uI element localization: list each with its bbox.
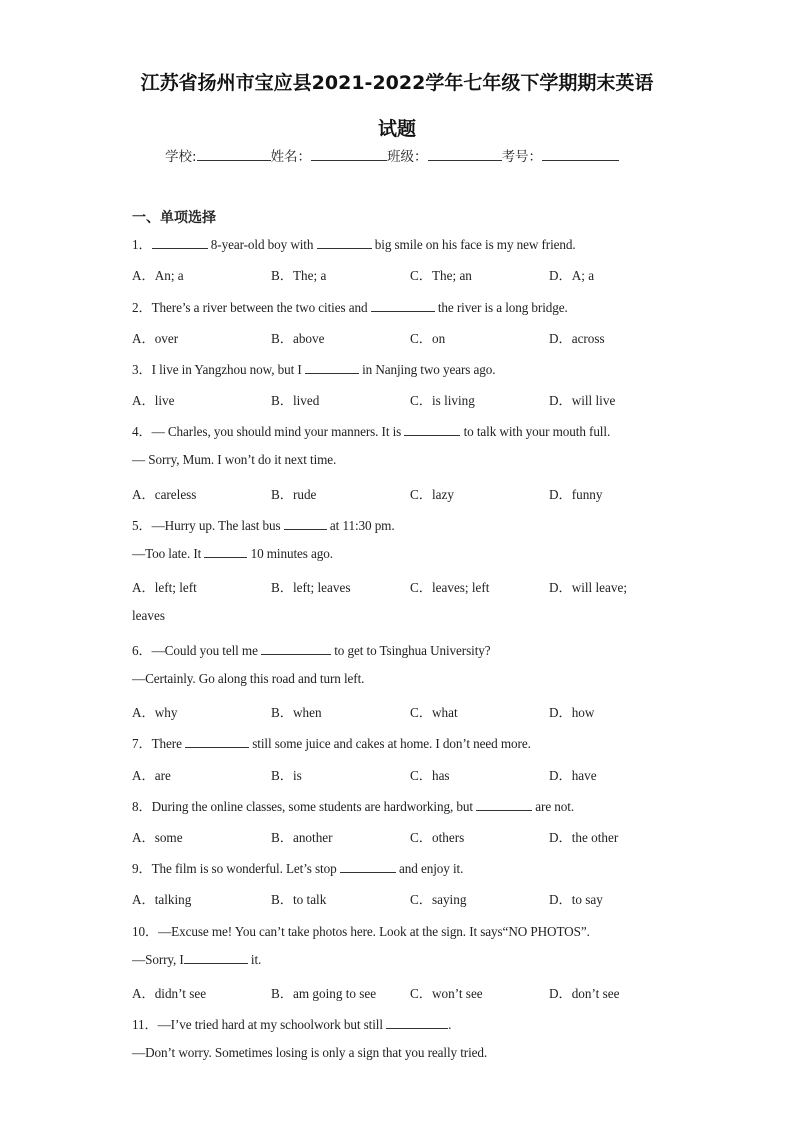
question-text: 8-year-old boy with [207, 237, 317, 252]
question-11 [132, 1014, 451, 1033]
question-11-dialog: —Don’t worry. Sometimes losing is only a sign that you really tried. [132, 1045, 488, 1060]
question-10: 10．—Excuse me! You can’t take photos here. Look at the sign. It says“NO PHOTOS”. [132, 924, 590, 939]
question-6 [132, 640, 491, 659]
option-d[interactable]: D．funny [549, 487, 603, 502]
question-text: still some juice and cakes at home. I don’t need more. [249, 736, 531, 751]
option-d[interactable]: D．don’t see [549, 986, 620, 1001]
option-b[interactable]: B．left; leaves [271, 580, 351, 595]
option-a[interactable]: A．talking [132, 892, 192, 907]
answer-blank[interactable] [476, 799, 532, 811]
question-text: 5．—Hurry up. The last bus [132, 518, 284, 533]
option-a[interactable]: A．over [132, 331, 179, 346]
option-c[interactable]: C．The; an [410, 268, 472, 283]
question-text: 3．I live in Yangzhou now, but I [132, 362, 305, 377]
student-info-row [165, 145, 619, 165]
option-d[interactable]: D．A; a [549, 268, 595, 283]
option-b[interactable]: B．to talk [271, 892, 327, 907]
question-number: 1． [132, 237, 152, 252]
option-c[interactable]: C．what [410, 705, 458, 720]
question-5-dialog [132, 546, 333, 562]
answer-blank[interactable] [261, 643, 331, 655]
question-text: 11．—I’ve tried hard at my schoolwork but still [132, 1017, 387, 1032]
option-a[interactable]: A．didn’t see [132, 986, 207, 1001]
option-d[interactable]: D．will live [549, 393, 616, 408]
question-text: 8．During the online classes, some students are hardworking, but [132, 799, 477, 814]
question-text: 9．The film is so wonderful. Let’s stop [132, 861, 340, 876]
answer-blank[interactable] [152, 237, 208, 249]
question-text: and enjoy it. [395, 861, 464, 876]
answer-blank[interactable] [404, 424, 460, 436]
question-8 [132, 796, 574, 815]
answer-blank[interactable] [305, 362, 359, 374]
question-text: to get to Tsinghua University? [331, 643, 491, 658]
question-text: are not. [532, 799, 575, 814]
question-1 [132, 234, 576, 253]
option-d[interactable]: D．how [549, 705, 595, 720]
option-a[interactable]: A．careless [132, 487, 197, 502]
answer-blank[interactable] [317, 237, 372, 249]
answer-blank[interactable] [284, 518, 327, 530]
exam-title-line2: 试题 [377, 118, 416, 140]
answer-blank[interactable] [204, 546, 247, 558]
question-text: the river is a long bridge. [434, 300, 568, 315]
option-a[interactable]: A．An; a [132, 268, 184, 283]
option-c[interactable]: C．has [410, 768, 450, 783]
question-4-dialog: — Sorry, Mum. I won’t do it next time. [132, 452, 337, 467]
question-4 [132, 421, 610, 440]
class-blank[interactable] [428, 148, 502, 161]
option-b[interactable]: B．rude [271, 487, 317, 502]
section-title: 一、单项选择 [132, 210, 216, 226]
number-label: 考号： [501, 149, 543, 165]
option-b[interactable]: B．when [271, 705, 322, 720]
option-d[interactable]: D．have [549, 768, 597, 783]
option-b[interactable]: B．is [271, 768, 302, 783]
question-text: . [448, 1017, 452, 1032]
question-text: at 11:30 pm. [326, 518, 395, 533]
answer-blank[interactable] [386, 1017, 448, 1029]
option-d-continued: leaves [132, 608, 165, 623]
question-text: 10 minutes ago. [247, 546, 333, 561]
question-10-dialog [132, 952, 261, 968]
question-text: 7．There [132, 736, 186, 751]
name-label: 姓名： [270, 149, 312, 165]
question-text: in Nanjing two years ago. [358, 362, 496, 377]
option-a[interactable]: A．some [132, 830, 183, 845]
class-label: 班级： [387, 149, 428, 165]
option-b[interactable]: B．lived [271, 393, 320, 408]
question-6-dialog: —Certainly. Go along this road and turn left. [132, 671, 365, 686]
option-c[interactable]: C．saying [410, 892, 467, 907]
school-blank[interactable] [197, 148, 271, 161]
option-c[interactable]: C．won’t see [410, 986, 483, 1001]
option-a[interactable]: A．why [132, 705, 178, 720]
option-c[interactable]: C．is living [410, 393, 475, 408]
option-b[interactable]: B．am going to see [271, 986, 377, 1001]
answer-blank[interactable] [184, 952, 248, 964]
option-b[interactable]: B．The; a [271, 268, 327, 283]
question-text: to talk with your mouth full. [460, 424, 611, 439]
option-b[interactable]: B．above [271, 331, 325, 346]
answer-blank[interactable] [340, 861, 396, 873]
option-c[interactable]: C．others [410, 830, 465, 845]
answer-blank[interactable] [371, 300, 435, 312]
question-text: 4．— Charles, you should mind your manners. It is [132, 424, 405, 439]
option-d[interactable]: D．will leave; [549, 580, 628, 595]
question-text: it. [247, 952, 262, 967]
option-a[interactable]: A．live [132, 393, 175, 408]
exam-title-line1: 江苏省扬州市宝应县2021-2022学年七年级下学期期末英语 [140, 72, 654, 94]
question-text: 2．There’s a river between the two cities and [132, 300, 371, 315]
question-7 [132, 733, 531, 752]
answer-blank[interactable] [185, 736, 249, 748]
option-b[interactable]: B．another [271, 830, 333, 845]
question-text: 6．—Could you tell me [132, 643, 262, 658]
question-3 [132, 359, 495, 378]
question-9 [132, 858, 463, 877]
question-5 [132, 515, 395, 534]
option-c[interactable]: C．on [410, 331, 446, 346]
question-2 [132, 297, 568, 316]
question-text: —Sorry, I [132, 952, 184, 967]
option-d[interactable]: D．the other [549, 830, 619, 845]
number-blank[interactable] [542, 148, 619, 161]
option-d[interactable]: D．across [549, 331, 605, 346]
option-d[interactable]: D．to say [549, 892, 603, 907]
question-text: big smile on his face is my new friend. [371, 237, 576, 252]
school-label: 学校: [165, 149, 197, 165]
name-blank[interactable] [311, 148, 387, 161]
question-text: —Too late. It [132, 546, 205, 561]
option-a[interactable]: A．left; left [132, 580, 197, 595]
option-a[interactable]: A．are [132, 768, 171, 783]
option-c[interactable]: C．lazy [410, 487, 454, 502]
option-c[interactable]: C．leaves; left [410, 580, 490, 595]
